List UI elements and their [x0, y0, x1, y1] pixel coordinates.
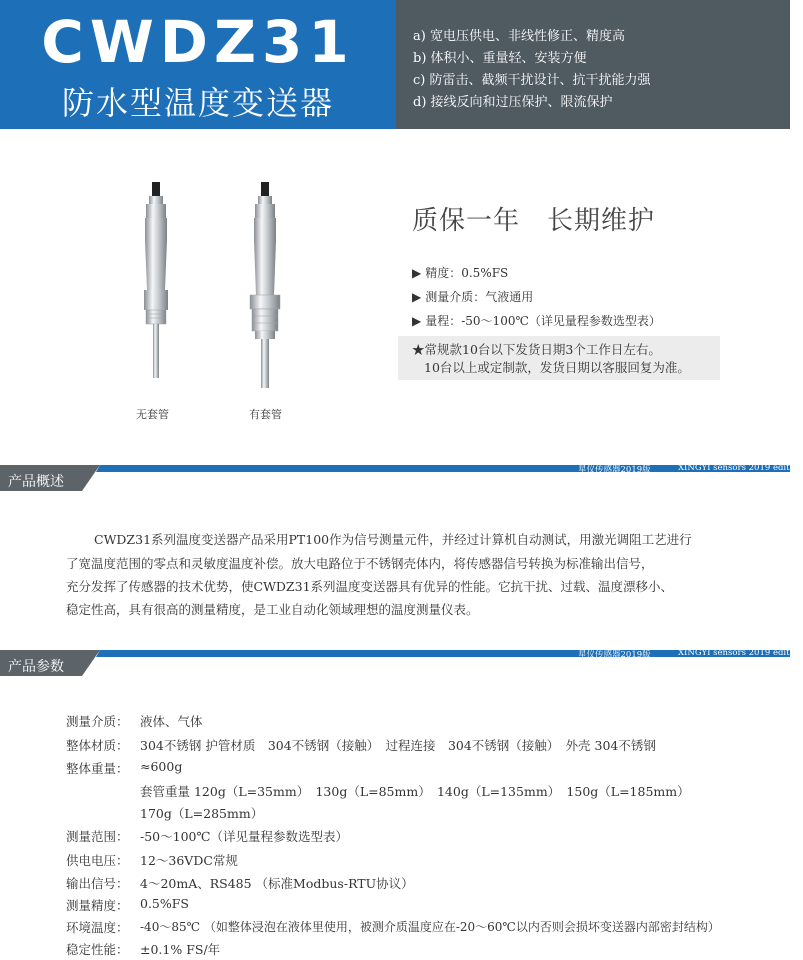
- feature-item: c) 防雷击、截频干扰设计、抗干扰能力强: [413, 73, 651, 88]
- param-value: 套管重量 120g（L=35mm） 130g（L=85mm） 140g（L=135mm） 150g（L=185mm）: [140, 784, 690, 799]
- overview-line: 充分发挥了传感器的技术优势，使CWDZ31系列温度变送器具有优异的性能。它抗干扰、过载、温度漂移小、: [66, 579, 674, 594]
- triangle-bullet-icon: ▶: [412, 314, 422, 328]
- shipping-note-line: ★常规款10台以下发货日期3个工作日左右。: [412, 342, 661, 357]
- param-value: 0.5%FS: [140, 896, 189, 911]
- edition-cn: 星仪传感器2019版: [578, 650, 651, 660]
- param-label: 环境温度：: [66, 920, 129, 935]
- feature-item: a) 宽电压供电、非线性修正、精度高: [413, 29, 625, 44]
- section-bar-params: [0, 648, 790, 678]
- feature-item: d) 接线反向和过压保护、限流保护: [413, 95, 613, 110]
- warranty-slogan: 质保一年 长期维护: [412, 206, 656, 236]
- overview-line: 稳定性高，具有很高的测量精度，是工业自动化领域理想的温度测量仪表。: [66, 602, 479, 617]
- edition-en: XINGYI sensors 2019 edition: [678, 463, 803, 473]
- param-label: 测量精度：: [66, 898, 129, 913]
- param-label: 整体材质：: [66, 738, 129, 753]
- param-label: 供电电压：: [66, 853, 129, 868]
- product-subtitle: 防水型温度变送器: [61, 84, 334, 122]
- product-image-no-sleeve: [130, 180, 186, 380]
- param-label: 整体重量：: [66, 761, 129, 776]
- edition-en: XINGYI sensors 2019 edition: [678, 648, 803, 658]
- param-value: -50～100℃（详见量程参数选型表）: [140, 829, 348, 844]
- spec-item: ▶ 量程：-50～100℃（详见量程参数选型表）: [412, 314, 661, 328]
- param-value: 304不锈钢 护管材质 304不锈钢（接触） 过程连接 304不锈钢（接触） 外壳 304不锈钢: [140, 738, 656, 753]
- param-value: ±0.1% FS/年: [140, 942, 221, 957]
- spec-item: ▶ 精度：0.5%FS: [412, 266, 509, 280]
- shipping-note-line: 10台以上或定制款，发货日期以客服回复为准。: [424, 360, 690, 375]
- param-value: ≈600g: [140, 759, 183, 774]
- param-label: 测量范围：: [66, 829, 129, 844]
- caption-with-sleeve: 有套管: [249, 408, 282, 421]
- section-title-overview: 产品概述: [8, 474, 64, 490]
- param-value: 液体、气体: [140, 714, 203, 729]
- param-value: 170g（L=285mm）: [140, 806, 264, 821]
- param-label: 稳定性能：: [66, 942, 129, 957]
- edition-cn: 星仪传感器2019版: [578, 465, 651, 475]
- triangle-bullet-icon: ▶: [412, 290, 422, 304]
- section-bar-overview: [0, 463, 790, 493]
- param-label: 测量介质：: [66, 714, 129, 729]
- param-value: 4～20mA、RS485 （标准Modbus-RTU协议）: [140, 876, 414, 891]
- overview-line: 了宽温度范围的零点和灵敏度温度补偿。放大电路位于不锈钢壳体内，将传感器信号转换为标准输出信号，: [66, 556, 654, 571]
- section-title-params: 产品参数: [8, 659, 64, 675]
- param-value: -40～85℃ （如整体浸泡在液体里使用，被测介质温度应在-20～60℃以内否则会损坏变送器内部密封结构）: [140, 920, 720, 934]
- triangle-bullet-icon: ▶: [412, 266, 422, 280]
- overview-line: CWDZ31系列温度变送器产品采用PT100作为信号测量元件，并经过计算机自动测试，用激光调阻工艺进行: [94, 532, 692, 547]
- param-label: 输出信号：: [66, 876, 129, 891]
- model-title: CWDZ31: [41, 8, 355, 76]
- param-value: 12～36VDC常规: [140, 853, 238, 868]
- caption-no-sleeve: 无套管: [136, 408, 169, 421]
- spec-item: ▶ 测量介质：气液通用: [412, 290, 534, 304]
- product-image-with-sleeve: [238, 180, 294, 390]
- feature-item: b) 体积小、重量轻、安装方便: [413, 51, 587, 66]
